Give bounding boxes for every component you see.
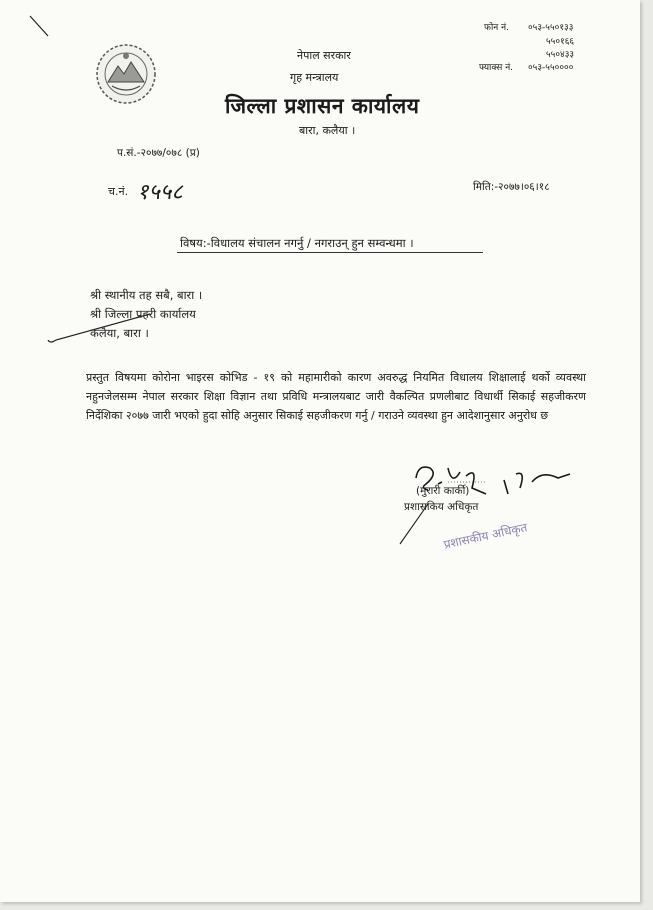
- fax-label: फ्याक्स नं.: [479, 63, 514, 73]
- gov-line: नेपाल सरकार: [297, 49, 351, 62]
- recipient-2-address: कलैया, बारा ।: [90, 326, 149, 340]
- office-location: बारा, कलैया ।: [299, 124, 356, 137]
- recipient-2: श्री जिल्ला प्रहरी कार्यालय: [90, 307, 196, 321]
- signatory-name: (मुरारी कार्की): [416, 485, 470, 497]
- nepal-government-emblem-icon: [94, 42, 158, 106]
- officer-stamp: प्रशासकीय अधिकृत: [442, 520, 529, 552]
- letter-body: प्रस्तुत विषयमा कोरोना भाइरस कोभिड - १९ को महामारीको कारण अवरुद्ध नियमित विधालय शिक्षालाई थर्को व्यवस्था नहुनजेलसम्म नेपाल सरकार शिक्षा विज्ञान तथा प्रविधि मन्त्रालयबाट जारी वैकल्पित प्रणलीबाट विधार्थी सिकाई सहजीकरण निर्देशिका २०७७ जारी भएको हुदा सोहि अनुसार सिकाई सहजीकरण गर्नु / गराउने व्यवस्था हुन आदेशानुसार अनुरोध छ: [86, 371, 586, 422]
- phone-label: फोन नं.: [484, 23, 509, 33]
- fax-number: ०५३-५५००००: [528, 63, 574, 73]
- patra-sankhya: प.सं.-२०७७/०७८ (प्र): [117, 147, 200, 159]
- subject-underline: [177, 252, 483, 253]
- phone-number-2: ५५०१६६: [546, 37, 575, 47]
- phone-number-1: ०५३-५५०१३३: [528, 23, 574, 33]
- letter-date: मिति:-२०७७।०६।१८: [473, 181, 550, 193]
- pen-tick-mark: [46, 310, 156, 346]
- ministry-line: गृह मन्त्रालय: [290, 71, 339, 84]
- office-title: जिल्ला प्रशासन कार्यालय: [225, 94, 420, 118]
- phone-number-3: ५५०४३३: [546, 50, 575, 60]
- recipient-1: श्री स्थानीय तह सबै, बारा ।: [90, 288, 203, 302]
- chalani-label: च.नं.: [108, 185, 129, 198]
- signature-stroke: [398, 502, 430, 546]
- chalani-number-handwritten: १५५८: [137, 180, 183, 205]
- subject-line: विषय:-विधालय संचालन नगर्नु / नगराउन् हुन सम्वन्धमा ।: [180, 236, 414, 250]
- signatory-designation: प्रशासकिय अधिकृत: [404, 501, 479, 513]
- pen-mark: [28, 14, 50, 38]
